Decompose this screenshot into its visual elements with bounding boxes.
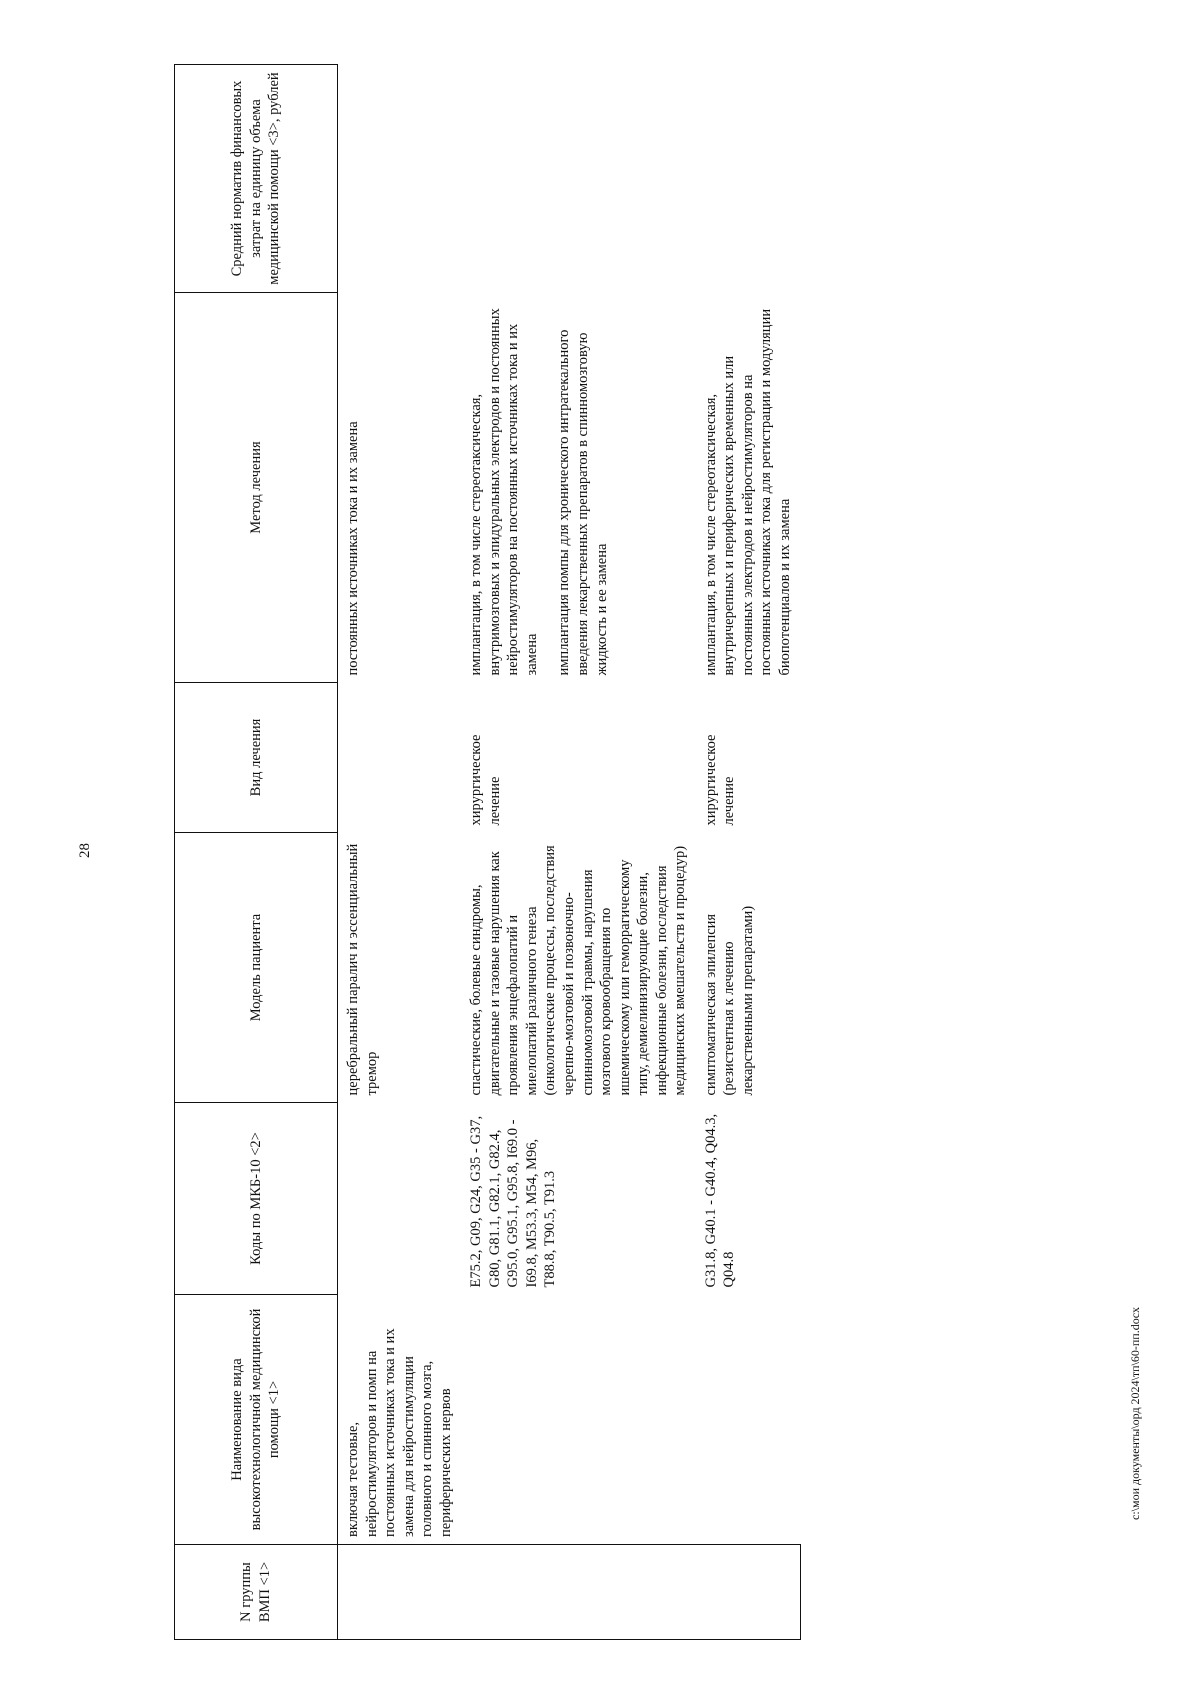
codes-cell [338,1103,462,1295]
codes-cell: E75.2, G09, G24, G35 - G37, G80, G81.1, G82.1, G82.4, G95.0, G95.1, G95.8, I69.0 - I69.8, M53.3, M54, M96, T88.8, T90.5, T91.3 [468,1115,559,1288]
group-cell [338,1545,462,1640]
table-row [338,65,462,1640]
model-cell: симптоматическая эпилепсия (резистентная к лечению лекарственными препаратами) [702,905,756,1096]
table-row [696,65,801,1640]
cost-cell [461,65,696,293]
care-name-cell: включая тестовые, нейростимуляторов и помп на постоянных источниках тока и их замена для нейростимуляции головного и спинного мозга, периферических нервов [345,1328,454,1537]
method-text: имплантация, в том числе стереотаксическая, внутримозговых и эпидуральных электродов и постоянных нейростимуляторов на постоянных источниках тока и их замена [468,308,540,676]
header-group-number: N группы ВМП <1> [175,1545,338,1640]
type-cell: хирургическое лечение [468,734,503,826]
footer-file-path-text: c:\мои документы\орд 2024\тп\60-пп.docx [1128,1306,1142,1520]
cost-cell [696,65,801,293]
model-cell: спастические, болевые синдромы, двигательные и тазовые нарушения как проявления энцефалопатий и миелопатий различного генеза (онкологические процессы, последствия черепно-мозговой и позвоночно-спинномозговой травмы, нарушения мозгового кровообращения по ишемическому или геморрагическому типу, демиелинизирующие болезни, инфекционные болезни, последствия медицинских вмешательств и процедур) [468,845,689,1096]
type-cell: хирургическое лечение [702,734,738,826]
header-patient-model: Модель пациента [175,833,338,1103]
care-name-cell [696,1295,801,1545]
header-icd-codes: Коды по МКБ-10 <2> [175,1103,338,1295]
header-treatment-method: Метод лечения [175,293,338,683]
type-cell [338,683,462,833]
page-number: 28 [77,843,93,858]
cost-cell [338,65,462,293]
method-cell: имплантация, в том числе стереотаксическая, внутричерепных и периферических временных или постоянных электродов и нейростимуляторов на постоянных источниках тока для регистрации и модуляции биопотенциалов и их замена [702,308,794,676]
method-text-pump: имплантация помпы для хронического интратекального введения лекарственных препаратов в спинномозговую жидкость и ее замена [556,329,610,676]
care-name-cell [461,1295,696,1545]
vmp-table [174,64,801,1640]
method-cell: постоянных источниках тока и их замена [345,421,361,676]
table-row [461,65,696,1640]
rotated-page-content [174,65,1054,1640]
header-cost-norm: Средний норматив финансовых затрат на единицу объема медицинской помощи <3>, рублей [175,65,338,293]
group-cell [696,1545,801,1640]
model-cell: церебральный паралич и эссенциальный тремор [345,843,380,1096]
codes-cell: G31.8, G40.1 - G40.4, Q04.3, Q04.8 [702,1113,738,1288]
header-care-name: Наименование вида высокотехнологичной медицинской помощи <1> [175,1295,338,1545]
header-treatment-type: Вид лечения [175,683,338,833]
table-header-row [175,65,338,1640]
group-cell [461,1545,696,1640]
method-cell [461,293,696,683]
